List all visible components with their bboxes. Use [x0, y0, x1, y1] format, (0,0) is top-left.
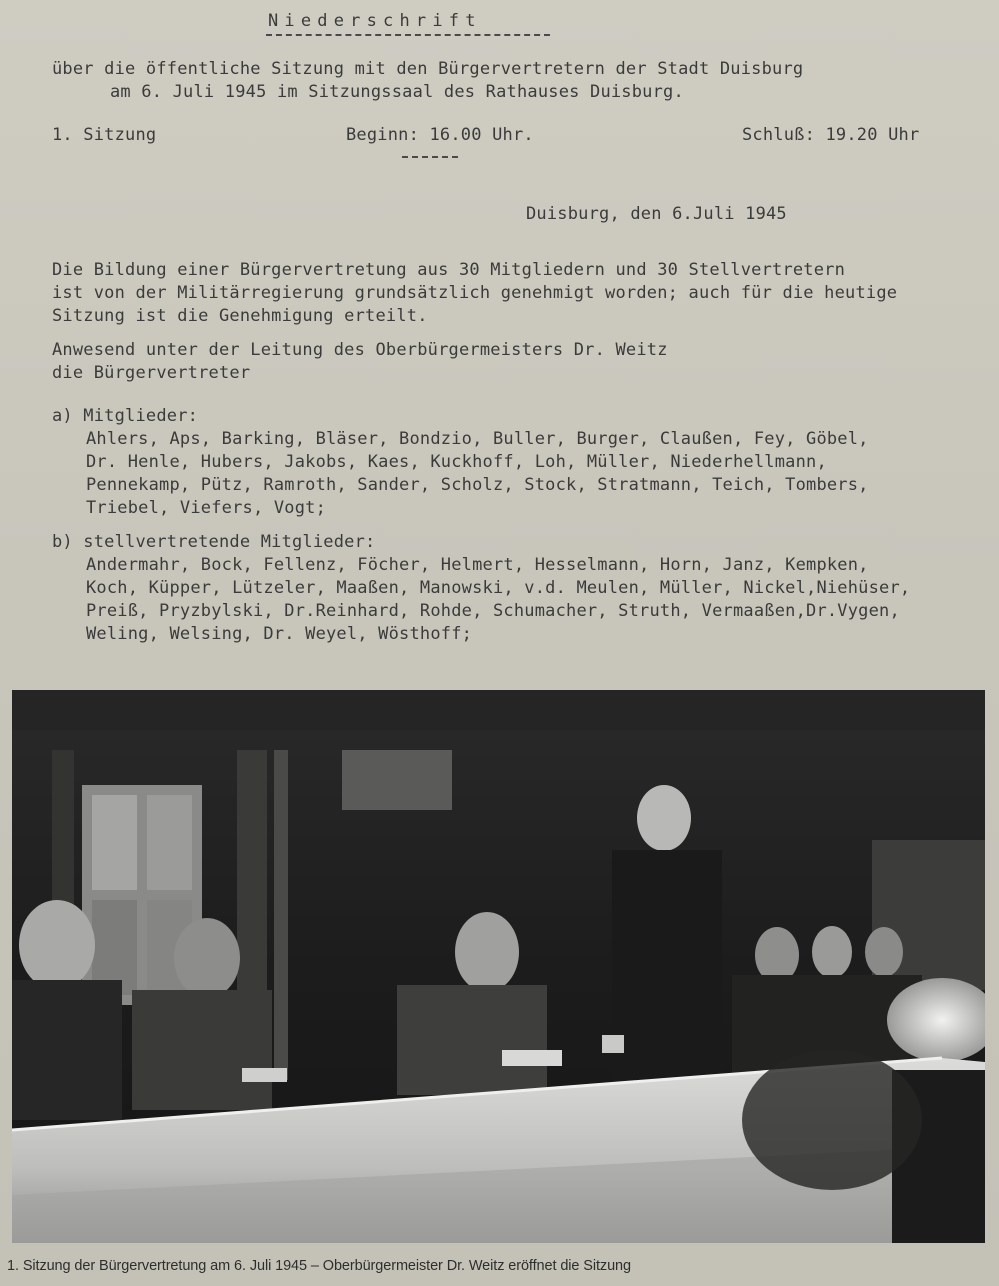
- document-title: Niederschrift: [268, 11, 482, 31]
- deputies-label: b) stellvertretende Mitglieder:: [52, 532, 376, 552]
- title-underline: [266, 34, 550, 36]
- subtitle-line-2: am 6. Juli 1945 im Sitzungssaal des Rathauses Duisburg.: [110, 82, 684, 102]
- session-begin-time: Beginn: 16.00 Uhr.: [346, 125, 534, 145]
- session-end-time: Schluß: 19.20 Uhr: [742, 125, 920, 145]
- members-label: a) Mitglieder:: [52, 406, 199, 426]
- subtitle-line-1: über die öffentliche Sitzung mit den Bürgervertretern der Stadt Duisburg: [52, 59, 804, 79]
- meeting-photo: [12, 690, 985, 1243]
- dateline: Duisburg, den 6.Juli 1945: [526, 204, 787, 224]
- dash-separator: [402, 156, 458, 158]
- paragraph-attendance: Anwesend unter der Leitung des Oberbürgermeisters Dr. Weitz die Bürgervertreter: [52, 340, 668, 383]
- photo-caption: 1. Sitzung der Bürgervertretung am 6. Juli 1945 – Oberbürgermeister Dr. Weitz eröffnet die Sitzung: [7, 1258, 631, 1274]
- deputies-list: Andermahr, Bock, Fellenz, Föcher, Helmert, Hesselmann, Horn, Janz, Kempken, Koch, Küpper, Lützeler, Maaßen, Manowski, v.d. Meulen, Müller, Nickel,Niehüser, Preiß, Pryzbylski, Dr.Reinhard, Rohde, Schumacher, Struth, Vermaaßen,Dr.Vygen, Weling, Welsing, Dr. Weyel, Wösthoff;: [86, 555, 911, 644]
- members-list: Ahlers, Aps, Barking, Bläser, Bondzio, Buller, Burger, Claußen, Fey, Göbel, Dr. Henle, Hubers, Jakobs, Kaes, Kuckhoff, Loh, Müller, Niederhellmann, Pennekamp, Pütz, Ramroth, Sander, Scholz, Stock, Stratmann, Teich, Tombers, Triebel, Viefers, Vogt;: [86, 429, 869, 518]
- paragraph-approval: Die Bildung einer Bürgervertretung aus 30 Mitgliedern und 30 Stellvertretern ist von der Militärregierung grundsätzlich genehmigt worden; auch für die heutige Sitzung ist die Genehmigung erteilt.: [52, 260, 898, 326]
- session-number: 1. Sitzung: [52, 125, 157, 145]
